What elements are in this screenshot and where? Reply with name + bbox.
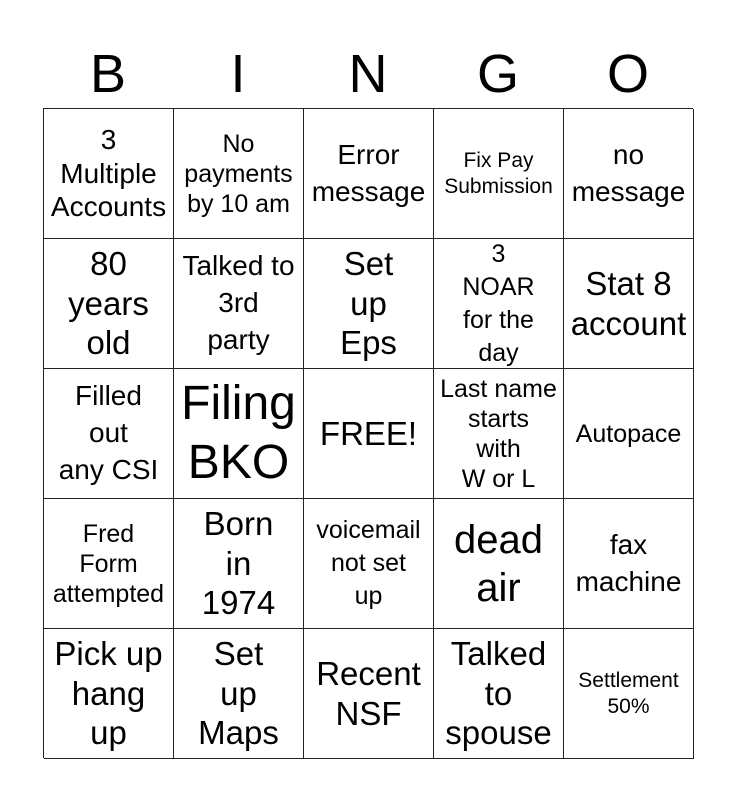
cell-text: Set up Maps [198,635,279,752]
cell-text: 3 NOAR for the day [462,239,535,367]
bingo-cell-r5-c3[interactable] [304,629,434,759]
cell-text: Stat 8 account [570,264,687,342]
bingo-cell-r2-c2[interactable] [174,239,304,369]
cell-text: 3 Multiple Accounts [50,124,167,223]
bingo-cell-r3-c1[interactable] [44,369,174,499]
header-letter-i: I [230,44,246,104]
bingo-cell-r2-c1[interactable] [44,239,174,369]
cell-text: Filing BKO [181,376,296,489]
cell-text: Error message [311,138,426,207]
cell-text: Fred Form attempted [52,519,165,608]
header-letter-o: O [606,44,649,104]
bingo-cell-r1-c1[interactable] [44,109,174,239]
bingo-board [43,108,693,758]
cell-text: Recent NSF [316,654,421,732]
bingo-cell-r2-c5[interactable] [564,239,694,369]
cell-text: Set up Eps [340,245,397,362]
header-letter-n: N [348,44,388,104]
bingo-cell-r3-c2[interactable] [174,369,304,499]
cell-text: Last name starts with W or L [440,374,557,493]
cell-text: 80 years old [68,245,149,362]
cell-text: Pick up hang up [54,635,163,752]
bingo-cell-r1-c4[interactable] [434,109,564,239]
bingo-cell-r5-c4[interactable] [434,629,564,759]
header-letter-b: B [89,44,127,104]
bingo-cell-r4-c2[interactable] [174,499,304,629]
cell-text: dead air [454,517,543,610]
cell-text: Autopace [575,419,682,448]
bingo-cell-r2-c4[interactable] [434,239,564,369]
cell-text: FREE! [319,414,418,452]
bingo-cell-r4-c5[interactable] [564,499,694,629]
cell-text: Born in 1974 [201,505,276,622]
cell-text: Fix Pay Submission [444,149,553,198]
cell-text: Talked to spouse [445,635,552,752]
bingo-cell-r1-c2[interactable] [174,109,304,239]
cell-text: Talked to 3rd party [182,250,295,355]
bingo-cell-r3-c4[interactable] [434,369,564,499]
bingo-cell-r5-c2[interactable] [174,629,304,759]
bingo-cell-r4-c1[interactable] [44,499,174,629]
bingo-cell-r4-c3[interactable] [304,499,434,629]
bingo-cell-r4-c4[interactable] [434,499,564,629]
bingo-cell-r2-c3[interactable] [304,239,434,369]
bingo-cell-r3-c3[interactable] [304,369,434,499]
bingo-header [43,40,693,108]
bingo-cell-r5-c1[interactable] [44,629,174,759]
cell-text: Filled out any CSI [58,380,159,485]
cell-text: voicemail not set up [316,516,421,610]
cell-text: no message [571,138,686,207]
bingo-cell-r3-c5[interactable] [564,369,694,499]
bingo-cell-r1-c3[interactable] [304,109,434,239]
bingo-cell-r5-c5[interactable] [564,629,694,759]
cell-text: Settlement 50% [578,669,679,718]
cell-text: No payments by 10 am [184,129,293,218]
cell-text: fax machine [575,528,682,597]
bingo-cell-r1-c5[interactable] [564,109,694,239]
header-letter-g: G [476,44,519,104]
